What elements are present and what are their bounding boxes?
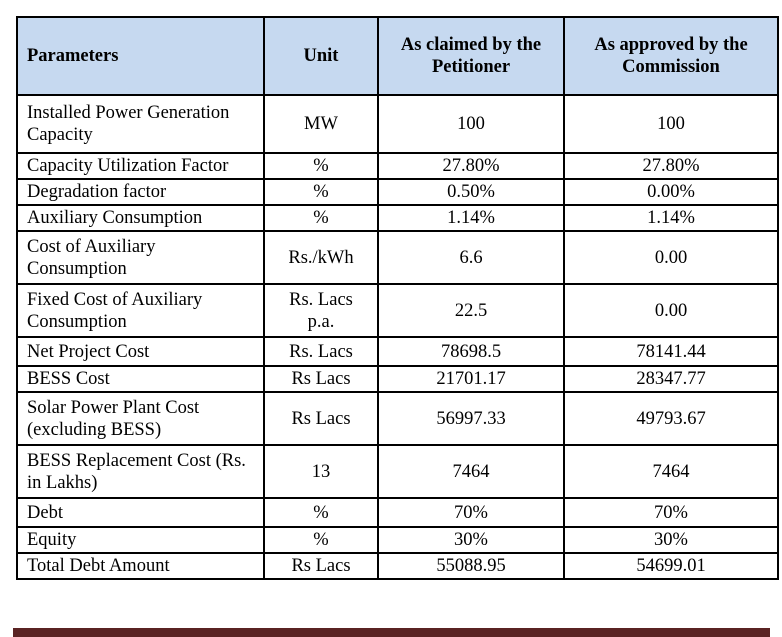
- cell-claimed: 6.6: [378, 231, 564, 284]
- cell-parameter: Capacity Utilization Factor: [17, 153, 264, 179]
- cell-unit: Rs Lacs: [264, 553, 378, 579]
- cell-parameter: Degradation factor: [17, 179, 264, 205]
- cell-claimed: 7464: [378, 445, 564, 498]
- cell-approved: 100: [564, 95, 778, 153]
- cell-claimed: 78698.5: [378, 337, 564, 366]
- table-row: [17, 337, 778, 366]
- cell-parameter: Solar Power Plant Cost (excluding BESS): [17, 392, 264, 445]
- cell-approved: 54699.01: [564, 553, 778, 579]
- table-row: [17, 95, 778, 153]
- cell-approved: 70%: [564, 498, 778, 527]
- cell-unit: %: [264, 498, 378, 527]
- cell-unit: Rs. Lacs: [264, 337, 378, 366]
- header-approved: As approved by the Commission: [564, 17, 778, 95]
- cell-approved: 7464: [564, 445, 778, 498]
- cell-unit: %: [264, 153, 378, 179]
- table-row: [17, 231, 778, 284]
- cell-parameter: Installed Power Generation Capacity: [17, 95, 264, 153]
- table-header-row: [17, 17, 778, 95]
- cell-approved: 0.00: [564, 284, 778, 337]
- cell-parameter: Fixed Cost of Auxiliary Consumption: [17, 284, 264, 337]
- cell-unit: %: [264, 527, 378, 553]
- table-row: [17, 527, 778, 553]
- cell-approved: 0.00: [564, 231, 778, 284]
- parameters-table: [16, 16, 779, 580]
- table-row: [17, 392, 778, 445]
- header-parameters: Parameters: [17, 17, 264, 95]
- cell-unit: Rs./kWh: [264, 231, 378, 284]
- cell-claimed: 0.50%: [378, 179, 564, 205]
- cell-approved: 27.80%: [564, 153, 778, 179]
- cell-claimed: 30%: [378, 527, 564, 553]
- table-row: [17, 366, 778, 392]
- cell-approved: 78141.44: [564, 337, 778, 366]
- table-row: [17, 553, 778, 579]
- cell-approved: 1.14%: [564, 205, 778, 231]
- cell-claimed: 22.5: [378, 284, 564, 337]
- cell-unit: Rs Lacs: [264, 392, 378, 445]
- cell-parameter: BESS Replacement Cost (Rs. in Lakhs): [17, 445, 264, 498]
- cell-claimed: 100: [378, 95, 564, 153]
- table-row: [17, 179, 778, 205]
- cell-unit: Rs. Lacs p.a.: [264, 284, 378, 337]
- cell-parameter: Debt: [17, 498, 264, 527]
- cell-approved: 0.00%: [564, 179, 778, 205]
- table-row: [17, 153, 778, 179]
- footer-divider-bar: [13, 628, 770, 637]
- cell-unit: %: [264, 179, 378, 205]
- cell-parameter: Total Debt Amount: [17, 553, 264, 579]
- table-row: [17, 445, 778, 498]
- cell-parameter: Auxiliary Consumption: [17, 205, 264, 231]
- header-claimed: As claimed by the Petitioner: [378, 17, 564, 95]
- table-row: [17, 284, 778, 337]
- cell-claimed: 70%: [378, 498, 564, 527]
- cell-approved: 30%: [564, 527, 778, 553]
- header-unit: Unit: [264, 17, 378, 95]
- cell-unit: %: [264, 205, 378, 231]
- cell-claimed: 21701.17: [378, 366, 564, 392]
- cell-approved: 49793.67: [564, 392, 778, 445]
- cell-unit: Rs Lacs: [264, 366, 378, 392]
- table-row: [17, 205, 778, 231]
- cell-parameter: Net Project Cost: [17, 337, 264, 366]
- cell-parameter: BESS Cost: [17, 366, 264, 392]
- cell-parameter: Equity: [17, 527, 264, 553]
- cell-parameter: Cost of Auxiliary Consumption: [17, 231, 264, 284]
- cell-claimed: 55088.95: [378, 553, 564, 579]
- table-row: [17, 498, 778, 527]
- cell-unit: 13: [264, 445, 378, 498]
- cell-claimed: 56997.33: [378, 392, 564, 445]
- cell-unit: MW: [264, 95, 378, 153]
- cell-claimed: 1.14%: [378, 205, 564, 231]
- cell-claimed: 27.80%: [378, 153, 564, 179]
- cell-approved: 28347.77: [564, 366, 778, 392]
